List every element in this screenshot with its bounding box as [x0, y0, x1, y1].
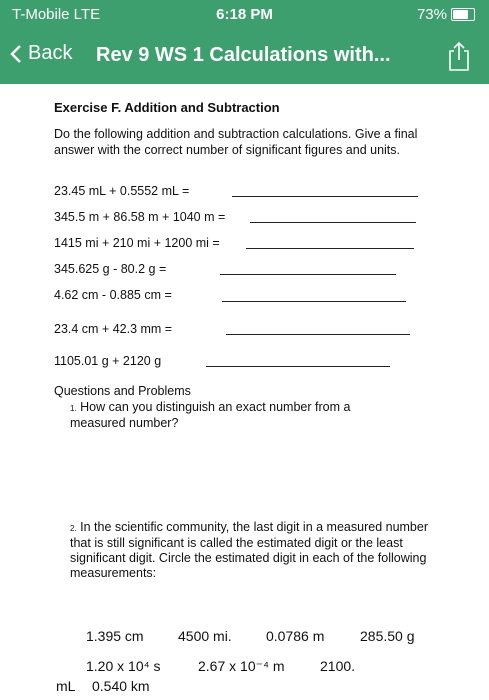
answer-blank-4	[220, 274, 396, 275]
question-1-number: 1.	[70, 404, 77, 413]
status-bar	[0, 0, 489, 30]
measurement: 1.395 cm	[86, 628, 144, 644]
answer-blank-3	[246, 248, 414, 249]
equation-6: 23.4 cm + 42.3 mm =	[54, 322, 173, 336]
share-icon	[447, 40, 471, 72]
measurement: 1.20 x 10⁴ s	[86, 658, 161, 674]
equation-3: 1415 mi + 210 mi + 1200 mi =	[54, 236, 220, 250]
instructions: Do the following addition and subtraction calculations. Give a final answer with the correct number of significant figures and units.	[54, 127, 418, 157]
equation-2: 345.5 m + 86.58 m + 1040 m =	[54, 210, 226, 224]
measurement: 2100.	[320, 658, 356, 674]
clock: 6:18 PM	[216, 6, 273, 23]
carrier-label: T-Mobile LTE	[12, 6, 101, 23]
question-2	[70, 520, 440, 581]
battery-indicator	[417, 6, 475, 23]
measurement: 0.540 km	[92, 678, 150, 694]
question-1-text: How can you distinguish an exact number from a measured number?	[70, 400, 351, 430]
question-1	[70, 400, 390, 431]
battery-percent: 73%	[416, 6, 447, 23]
measurement: 0.0786 m	[266, 628, 325, 644]
chevron-left-icon	[10, 44, 22, 64]
share-button[interactable]	[447, 40, 471, 77]
answer-blank-1	[232, 196, 418, 197]
answer-blank-7	[206, 366, 390, 367]
question-2-text: In the scientific community, the last digit in a measured number that is still significant is called the estimated digit or the least significant digit. Circle the estimated digit in each of the following measurements:	[70, 520, 429, 580]
measurement-unit: mL	[56, 678, 76, 694]
equation-5: 4.62 cm - 0.885 cm =	[54, 288, 172, 302]
exercise-heading: Exercise F. Addition and Subtraction	[54, 100, 280, 115]
measurement: 4500 mi.	[178, 628, 232, 644]
equation-4: 345.625 g - 80.2 g =	[54, 262, 167, 276]
question-2-number: 2.	[70, 524, 77, 533]
battery-fill	[453, 10, 468, 19]
answer-blank-2	[250, 222, 416, 223]
questions-heading: Questions and Problems	[54, 384, 191, 398]
equation-7: 1105.01 g + 2120 g	[54, 354, 162, 368]
equation-1: 23.45 mL + 0.5552 mL =	[54, 184, 190, 198]
answer-blank-6	[226, 334, 410, 335]
back-button[interactable]	[10, 42, 72, 65]
back-label: Back	[28, 42, 73, 64]
measurement: 285.50 g	[360, 628, 415, 644]
page-title: Rev 9 WS 1 Calculations with...	[96, 44, 391, 66]
nav-bar	[0, 30, 489, 84]
battery-icon	[451, 8, 475, 21]
measurement: 2.67 x 10⁻⁴ m	[198, 658, 285, 674]
answer-blank-5	[222, 301, 406, 302]
